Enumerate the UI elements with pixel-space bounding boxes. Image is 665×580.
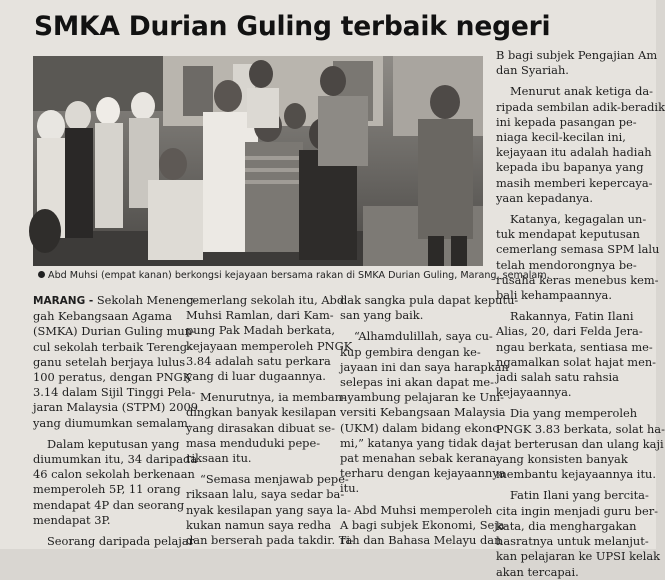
text-line: itu. bbox=[340, 481, 360, 496]
text-line: dan berserah pada takdir. Ti- bbox=[186, 533, 354, 548]
article-column-2 bbox=[186, 293, 354, 548]
text-line: jadi salah satu rahsia bbox=[496, 370, 619, 385]
text-line: terharu dengan kejayaannya bbox=[340, 466, 506, 481]
students-photo-image bbox=[33, 56, 483, 266]
text-line: ngamalkan solat hajat men- bbox=[496, 354, 657, 369]
text-line: kan pelajaran ke UPSI kelak bbox=[496, 549, 661, 564]
text-line: niaga kecil-kecilan ini, bbox=[496, 130, 626, 145]
text-line: gah Kebangsaan Agama bbox=[33, 309, 172, 324]
text-line: masih memberi kepercaya- bbox=[496, 175, 653, 190]
text-line: 46 calon sekolah berkenaan bbox=[33, 467, 195, 482]
text-line: selepas ini akan dapat me- bbox=[340, 375, 494, 390]
text-line: pung Pak Madah berkata, bbox=[186, 323, 335, 338]
text-line: jaran Malaysia (STPM) 2009 bbox=[33, 400, 198, 415]
text-line: kejayaan itu adalah hadiah bbox=[496, 145, 652, 160]
text-line: ripada sembilan adik-beradik bbox=[496, 99, 665, 114]
text-line: kukan namun saya redha bbox=[186, 517, 332, 532]
text-line: kejayaan memperoleh PNGK bbox=[186, 338, 353, 353]
paragraph bbox=[340, 329, 509, 496]
text-line: dak sangka pula dapat keputu- bbox=[340, 293, 519, 307]
text-line: dingkan banyak kesilapan bbox=[186, 405, 337, 420]
text-line: kata, dia menghargakan bbox=[496, 518, 637, 533]
text-line: masa menduduki pepe- bbox=[186, 435, 321, 450]
text-line: Dalam keputusan yang bbox=[47, 436, 180, 451]
text-line: yang diumumkan semalam. bbox=[33, 415, 192, 430]
text-line: 3.84 adalah satu perkara bbox=[186, 353, 331, 368]
photo-caption-text: Abd Muhsi (empat kanan) berkongsi kejayaan bersama rakan di SMKA Durian Guling, Marang, semalam. bbox=[48, 270, 550, 281]
text-line: mendapat 3P. bbox=[33, 512, 111, 527]
text-line: membantu kejayaannya itu. bbox=[496, 467, 656, 482]
article-column-1 bbox=[33, 293, 198, 549]
text-line: rusaha keras menebus kem- bbox=[496, 272, 659, 287]
text-line: cemerlang semasa SPM lalu bbox=[496, 242, 660, 257]
text-line: “Alhamdulillah, saya cu- bbox=[354, 329, 493, 344]
text-line: PNGK 3.83 berkata, solat ha- bbox=[496, 421, 665, 436]
text-line: versiti Kebangsaan Malaysia bbox=[340, 405, 506, 420]
paragraph bbox=[33, 534, 195, 549]
text-line: Fatin Ilani yang bercita- bbox=[510, 488, 649, 503]
text-line: riksaan itu. bbox=[186, 451, 252, 466]
text-line: A bagi subjek Ekonomi, Seja- bbox=[340, 517, 509, 532]
text-line: (UKM) dalam bidang ekono- bbox=[340, 420, 504, 435]
news-photo bbox=[33, 56, 483, 266]
text-line: Menurut anak ketiga da- bbox=[510, 84, 653, 99]
text-line: tuk mendapat keputusan bbox=[496, 227, 640, 242]
headline: SMKA Durian Guling terbaik negeri bbox=[34, 11, 551, 42]
text-line: nyambung pelajaran ke Uni- bbox=[340, 390, 504, 405]
paragraph bbox=[496, 84, 665, 206]
text-line: rah dan Bahasa Melayu dan bbox=[340, 533, 502, 548]
paragraph bbox=[33, 436, 198, 528]
paragraph bbox=[186, 293, 353, 384]
paragraph bbox=[340, 293, 519, 323]
paragraph bbox=[496, 48, 658, 78]
text-line: Muhsi Ramlan, dari Kam- bbox=[186, 308, 334, 323]
text-line: Rakannya, Fatin Ilani bbox=[510, 309, 634, 324]
text-line: Alias, 20, dari Felda Jera- bbox=[496, 324, 643, 339]
text-line: yaan kepadanya. bbox=[496, 190, 593, 205]
text-line: ini kepada pasangan pe- bbox=[496, 114, 637, 129]
text-line: cul sekolah terbaik Tereng- bbox=[33, 339, 191, 354]
photo-caption bbox=[38, 270, 550, 282]
text-line: jat berterusan dan ulang kaji bbox=[496, 436, 664, 451]
text-line: Abd Muhsi memperoleh bbox=[354, 502, 493, 517]
text-line: dan Syariah. bbox=[496, 63, 569, 78]
text-line: B bagi subjek Pengajian Am bbox=[496, 48, 658, 62]
article-column-4 bbox=[496, 48, 665, 580]
text-line: (SMKA) Durian Guling mun- bbox=[33, 324, 196, 339]
text-line: hasratnya untuk melanjut- bbox=[496, 534, 649, 549]
text-line: ngau berkata, sentiasa me- bbox=[496, 339, 653, 354]
text-line: Katanya, kegagalan un- bbox=[510, 212, 647, 227]
text-line: “Semasa menjawab pepe- bbox=[200, 472, 349, 487]
text-line: 100 peratus, dengan PNGK bbox=[33, 370, 192, 385]
text-line: Seorang daripada pelajar bbox=[47, 534, 195, 549]
text-line: memperoleh 5P, 11 orang bbox=[33, 482, 181, 497]
text-line: mendapat 4P dan seorang bbox=[33, 497, 185, 512]
text-line: diumumkan itu, 34 daripada bbox=[33, 452, 198, 467]
text-line: san yang baik. bbox=[340, 308, 424, 323]
text-line: ganu setelah berjaya lulus bbox=[33, 354, 186, 369]
paragraph bbox=[186, 390, 346, 466]
text-line: cita ingin menjadi guru ber- bbox=[496, 503, 658, 518]
text-line: Menurutnya, ia memban- bbox=[200, 390, 346, 405]
text-line: Dia yang memperoleh bbox=[510, 406, 638, 421]
text-line: cemerlang sekolah itu, Abd bbox=[186, 293, 345, 307]
text-line: yang di luar dugaannya. bbox=[186, 369, 326, 384]
text-line: 3.14 dalam Sijil Tinggi Pela- bbox=[33, 385, 196, 400]
text-line: akan tercapai. bbox=[496, 564, 579, 579]
text-line: mi,” katanya yang tidak da- bbox=[340, 435, 499, 450]
text-line: kup gembira dengan ke- bbox=[340, 344, 481, 359]
paragraph bbox=[33, 293, 198, 431]
article-column-3 bbox=[340, 293, 519, 548]
text-line: kepada ibu bapanya yang bbox=[496, 160, 644, 175]
text-line: yang dirasakan dibuat se- bbox=[186, 420, 335, 435]
text-line: riksaan lalu, saya sedar ba- bbox=[186, 487, 345, 502]
text-line: Sekolah Meneng- bbox=[96, 293, 198, 307]
text-line: telah mendorongnya be- bbox=[496, 257, 637, 272]
text-line: kejayaannya. bbox=[496, 385, 572, 400]
text-line: pat menahan sebak kerana bbox=[340, 451, 497, 466]
text-line: nyak kesilapan yang saya la- bbox=[186, 502, 351, 517]
caption-bullet-icon bbox=[38, 271, 45, 278]
dateline: MARANG - bbox=[33, 295, 94, 307]
paragraph bbox=[496, 488, 661, 579]
paragraph bbox=[496, 406, 665, 482]
paragraph bbox=[496, 309, 657, 400]
text-line: bali kehampaannya. bbox=[496, 288, 612, 303]
text-line: yang konsisten banyak bbox=[496, 452, 628, 467]
paragraph bbox=[496, 212, 660, 303]
paragraph bbox=[340, 502, 509, 549]
text-line: jayaan ini dan saya harapkan bbox=[340, 359, 509, 374]
